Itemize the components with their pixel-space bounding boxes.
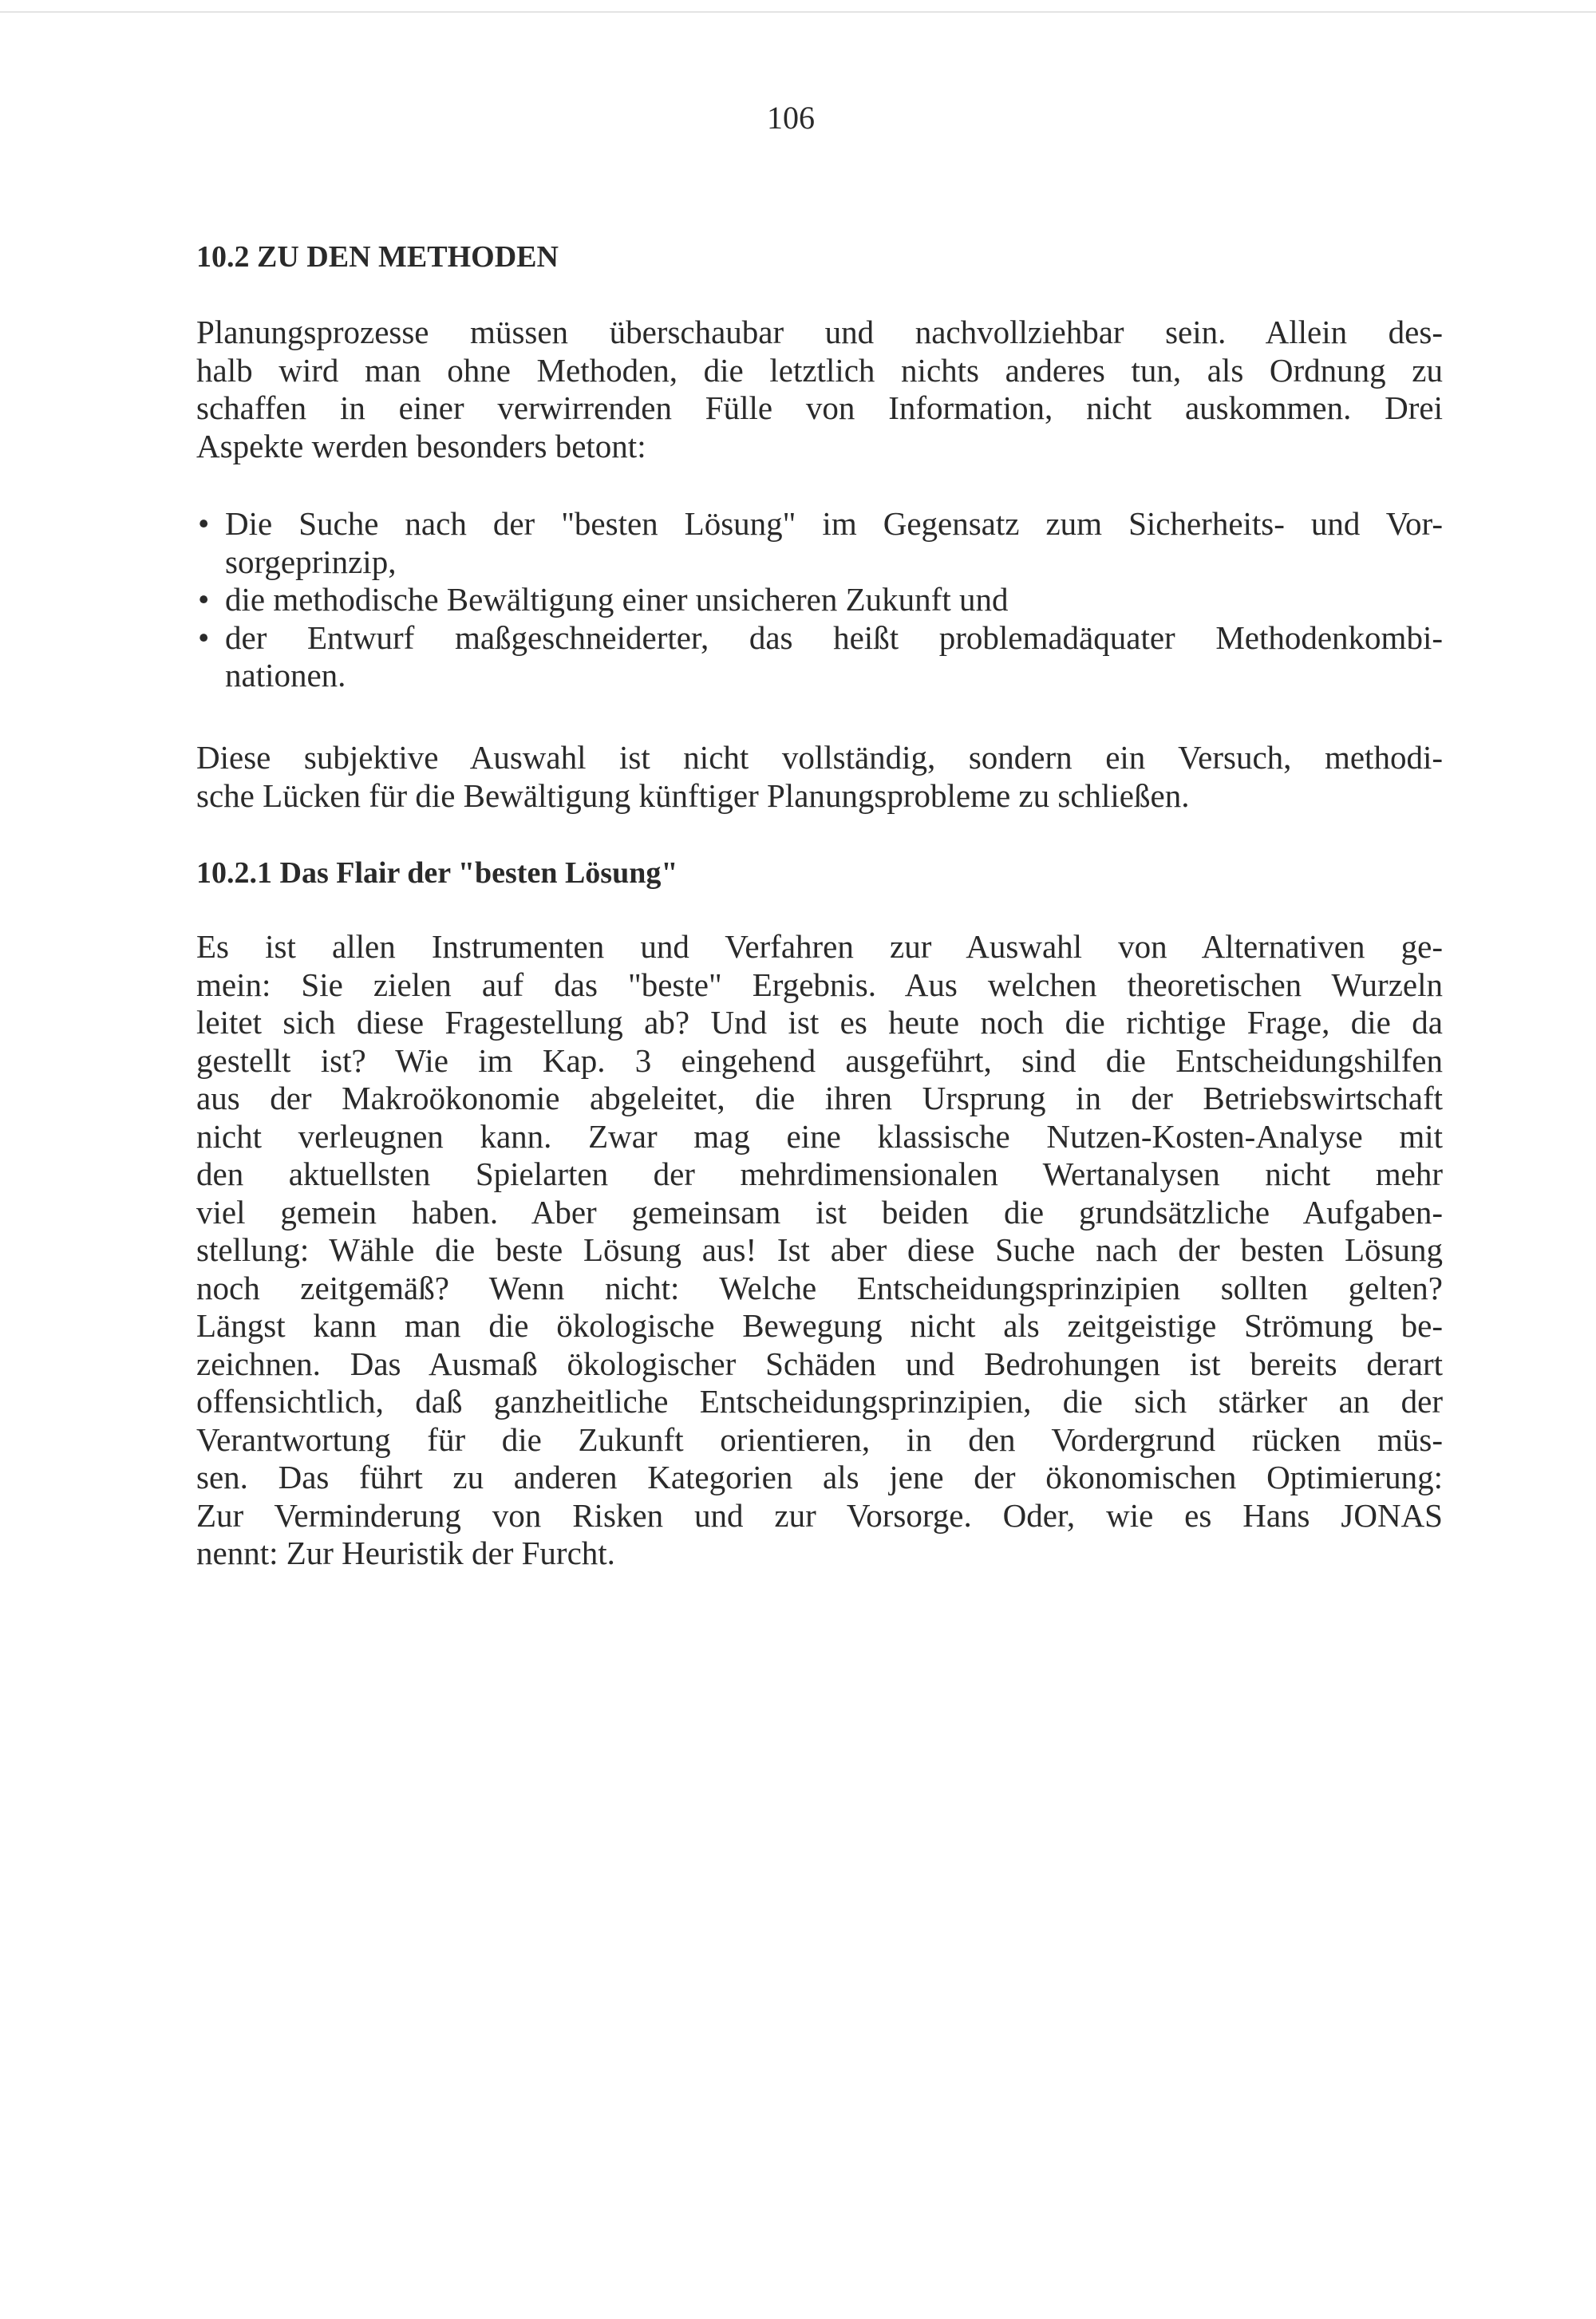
body-paragraph — [196, 928, 1443, 1573]
list-item — [196, 619, 1443, 695]
text-line: nennt: Zur Heuristik der Furcht. — [196, 1535, 615, 1571]
list-item — [196, 581, 1443, 619]
text-line: sen. Das führt zu anderen Kategorien als jene der ökonomischen Optimierung: — [196, 1459, 1443, 1495]
text-line: halb wird man ohne Methoden, die letztlich nichts anderes tun, als Ordnung zu — [196, 351, 1443, 389]
text-line: stellung: Wähle die beste Lösung aus! Ist aber diese Suche nach der besten Lösung — [196, 1231, 1443, 1268]
text-line: zeichnen. Das Ausmaß ökologischer Schäden und Bedrohungen ist bereits derart — [196, 1345, 1443, 1382]
text-line: mein: Sie zielen auf das "beste" Ergebnis. Aus welchen theoretischen Wurzeln — [196, 966, 1443, 1003]
text-line: die methodische Bewältigung einer unsicheren Zukunft und — [225, 581, 1009, 618]
text-line: sche Lücken für die Bewältigung künftiger Planungsprobleme zu schließen. — [196, 776, 1190, 814]
bullet-list — [196, 505, 1443, 695]
selection-note-paragraph — [196, 739, 1443, 815]
text-line: Zur Verminderung von Risken und zur Vorsorge. Oder, wie es Hans JONAS — [196, 1496, 1443, 1534]
text-line: offensichtlich, daß ganzheitliche Entscheidungsprinzipien, die sich stärker an der — [196, 1383, 1443, 1420]
text-line: noch zeitgemäß? Wenn nicht: Welche Entscheidungsprinzipien sollten gelten? — [196, 1269, 1443, 1306]
subsection-heading: 10.2.1 Das Flair der "besten Lösung" — [196, 856, 678, 890]
text-line: sorgeprinzip, — [225, 543, 397, 580]
text-line: der Entwurf maßgeschneiderter, das heißt problemadäquater Methodenkombi- — [225, 618, 1443, 656]
text-line: Es ist allen Instrumenten und Verfahren zur Auswahl von Alternativen ge- — [196, 928, 1443, 965]
text-line: aus der Makroökonomie abgeleitet, die ihren Ursprung in der Betriebswirtschaft — [196, 1080, 1443, 1116]
text-line: Die Suche nach der "besten Lösung" im Gegensatz zum Sicherheits- und Vor- — [225, 505, 1443, 542]
text-line: gestellt ist? Wie im Kap. 3 eingehend ausgeführt, sind die Entscheidungshilfen — [196, 1041, 1443, 1079]
text-line: leitet sich diese Fragestellung ab? Und ist es heute noch die richtige Frage, die da — [196, 1004, 1443, 1041]
scan-edge-line — [0, 11, 1596, 13]
text-line: Diese subjektive Auswahl ist nicht vollständig, sondern ein Versuch, methodi- — [196, 739, 1443, 776]
text-line: Längst kann man die ökologische Bewegung nicht als zeitgeistige Strömung be- — [196, 1307, 1443, 1344]
text-line: nicht verleugnen kann. Zwar mag eine klassische Nutzen-Kosten-Analyse mit — [196, 1117, 1443, 1155]
bullet-icon: • — [198, 581, 210, 618]
section-heading: 10.2 ZU DEN METHODEN — [196, 240, 559, 274]
text-line: Aspekte werden besonders betont: — [196, 427, 646, 464]
text-line: Planungsprozesse müssen überschaubar und nachvollziehbar sein. Allein des- — [196, 314, 1443, 350]
list-item — [196, 505, 1443, 581]
text-line: nationen. — [225, 657, 346, 693]
text-line: Verantwortung für die Zukunft orientieren, in den Vordergrund rücken müs- — [196, 1420, 1443, 1458]
intro-paragraph — [196, 314, 1443, 465]
text-line: viel gemein haben. Aber gemeinsam ist beiden die grundsätzliche Aufgaben- — [196, 1193, 1443, 1231]
text-line: schaffen in einer verwirrenden Fülle von Information, nicht auskommen. Drei — [196, 389, 1443, 426]
bullet-icon: • — [198, 505, 210, 542]
page-number: 106 — [767, 100, 815, 136]
bullet-icon: • — [198, 618, 210, 656]
text-line: den aktuellsten Spielarten der mehrdimensionalen Wertanalysen nicht mehr — [196, 1156, 1443, 1192]
